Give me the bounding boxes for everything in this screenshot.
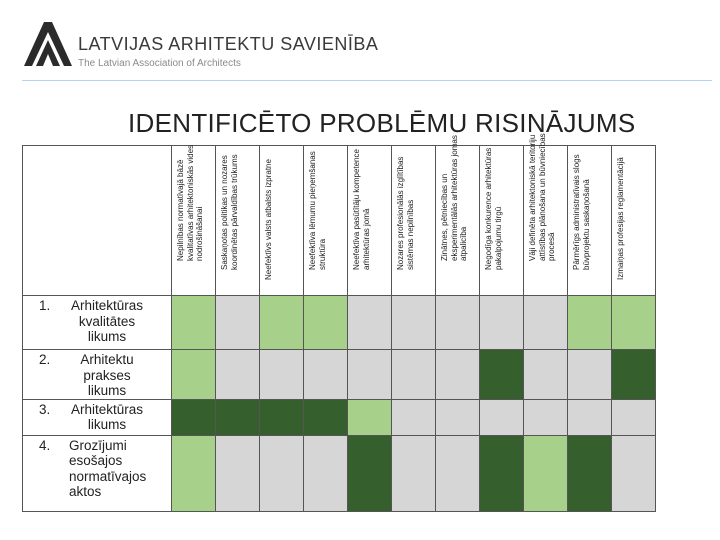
column-header xyxy=(304,146,348,296)
matrix-cell xyxy=(524,296,568,350)
column-header xyxy=(348,146,392,296)
column-header-label: Zinātnes, pētniecības un eksperimentālās arhitektūras jomas atpalicība xyxy=(440,134,468,261)
matrix-cell xyxy=(612,350,656,400)
matrix-cell xyxy=(480,399,524,435)
matrix-cell xyxy=(392,399,436,435)
column-header-label: Neefektīva lēmumu pieņemšanas struktūra xyxy=(308,151,327,270)
row-number: 3. xyxy=(39,401,51,417)
row-label xyxy=(23,435,172,511)
matrix-cell xyxy=(216,435,260,511)
column-header xyxy=(612,146,656,296)
matrix-cell xyxy=(524,399,568,435)
matrix-cell xyxy=(524,435,568,511)
matrix-cell xyxy=(436,435,480,511)
row-label-text: Arhitektūras kvalitātes likums xyxy=(70,298,144,344)
header-divider xyxy=(22,80,712,81)
matrix-cell xyxy=(392,435,436,511)
column-header xyxy=(260,146,304,296)
matrix-cell xyxy=(304,435,348,511)
column-header-label: Saskaņotas politikas un nozares koordinētas pārvaldības trūkums xyxy=(220,154,239,270)
matrix-cell xyxy=(612,399,656,435)
matrix-cell xyxy=(172,435,216,511)
row-label-text: Grozījumi esošajos normatīvajos aktos xyxy=(69,437,147,499)
matrix-cell xyxy=(348,296,392,350)
row-label xyxy=(23,399,172,435)
matrix-cell xyxy=(304,399,348,435)
column-header xyxy=(216,146,260,296)
row-label xyxy=(23,350,172,400)
column-header-label: Nozares profesionālās izglītības sistēmas nepilnības xyxy=(396,156,415,270)
matrix-cell xyxy=(568,296,612,350)
row-label-text: Arhitektu prakses likums xyxy=(80,352,134,398)
row-number: 1. xyxy=(39,298,51,313)
matrix-cell xyxy=(304,350,348,400)
matrix-cell xyxy=(172,399,216,435)
matrix-cell xyxy=(436,350,480,400)
organization-subtitle: The Latvian Association of Architects xyxy=(78,58,241,69)
column-header xyxy=(392,146,436,296)
matrix-cell xyxy=(480,435,524,511)
matrix-row xyxy=(23,296,656,350)
matrix-row xyxy=(23,399,656,435)
matrix-cell xyxy=(216,399,260,435)
matrix-cell xyxy=(612,435,656,511)
matrix-cell xyxy=(304,296,348,350)
matrix-cell xyxy=(172,296,216,350)
matrix-cell xyxy=(348,350,392,400)
column-header-label: Neefektīvs valsts atbalsts izpratne xyxy=(264,158,273,280)
matrix-cell xyxy=(260,296,304,350)
matrix-cell xyxy=(568,399,612,435)
matrix-cell xyxy=(392,296,436,350)
column-header-label: Izmaiņas profesijas reglamentācijā xyxy=(616,156,625,280)
column-header-row xyxy=(23,146,656,296)
row-label-text: Arhitektūras likums xyxy=(70,401,144,432)
matrix-row xyxy=(23,350,656,400)
matrix-row xyxy=(23,435,656,511)
matrix-cell xyxy=(392,350,436,400)
column-header-label: Pārmērīgs administratīvais slogs būvprojektu saskaņošanā xyxy=(572,154,591,270)
column-header-label: Negodīga konkurence arhitektūras pakalpojumu tirgū xyxy=(484,147,503,270)
column-header xyxy=(524,132,568,296)
matrix-cell xyxy=(216,350,260,400)
matrix-cell xyxy=(436,296,480,350)
matrix-cell xyxy=(260,399,304,435)
row-number: 2. xyxy=(39,352,51,367)
matrix-cell xyxy=(480,350,524,400)
matrix-cell xyxy=(436,399,480,435)
matrix-cell xyxy=(348,399,392,435)
matrix-body xyxy=(23,296,656,512)
matrix-cell xyxy=(568,435,612,511)
matrix-cell xyxy=(480,296,524,350)
row-label xyxy=(23,296,172,350)
matrix-cell xyxy=(172,350,216,400)
corner-cell xyxy=(23,146,172,296)
matrix-cell xyxy=(348,435,392,511)
column-header-label: Neefektīva pasūtītāju kompetence arhitektūras jomā xyxy=(352,149,371,270)
matrix-cell xyxy=(260,435,304,511)
column-header-label: Vāji definēta arhitektoniskā teritoriju attīstības plānošana un būvniecības procesā xyxy=(528,132,556,261)
solutions-matrix xyxy=(22,132,656,512)
row-number: 4. xyxy=(39,437,51,453)
page-title: IDENTIFICĒTO PROBLĒMU RISINĀJUMS xyxy=(128,108,636,138)
association-logo-icon xyxy=(22,20,74,68)
column-header xyxy=(172,146,216,296)
column-header-label: Nepilnības normatīvajā bāzē kvalitatīvas arhitektoniskās vides nodrošināšanai xyxy=(176,144,204,261)
matrix-cell xyxy=(568,350,612,400)
matrix-cell xyxy=(524,350,568,400)
organization-title: LATVIJAS ARHITEKTU SAVIENĪBA xyxy=(78,34,379,54)
matrix-cell xyxy=(216,296,260,350)
column-header xyxy=(568,146,612,296)
matrix-cell xyxy=(260,350,304,400)
matrix-cell xyxy=(612,296,656,350)
column-header xyxy=(480,146,524,296)
column-header xyxy=(436,134,480,296)
